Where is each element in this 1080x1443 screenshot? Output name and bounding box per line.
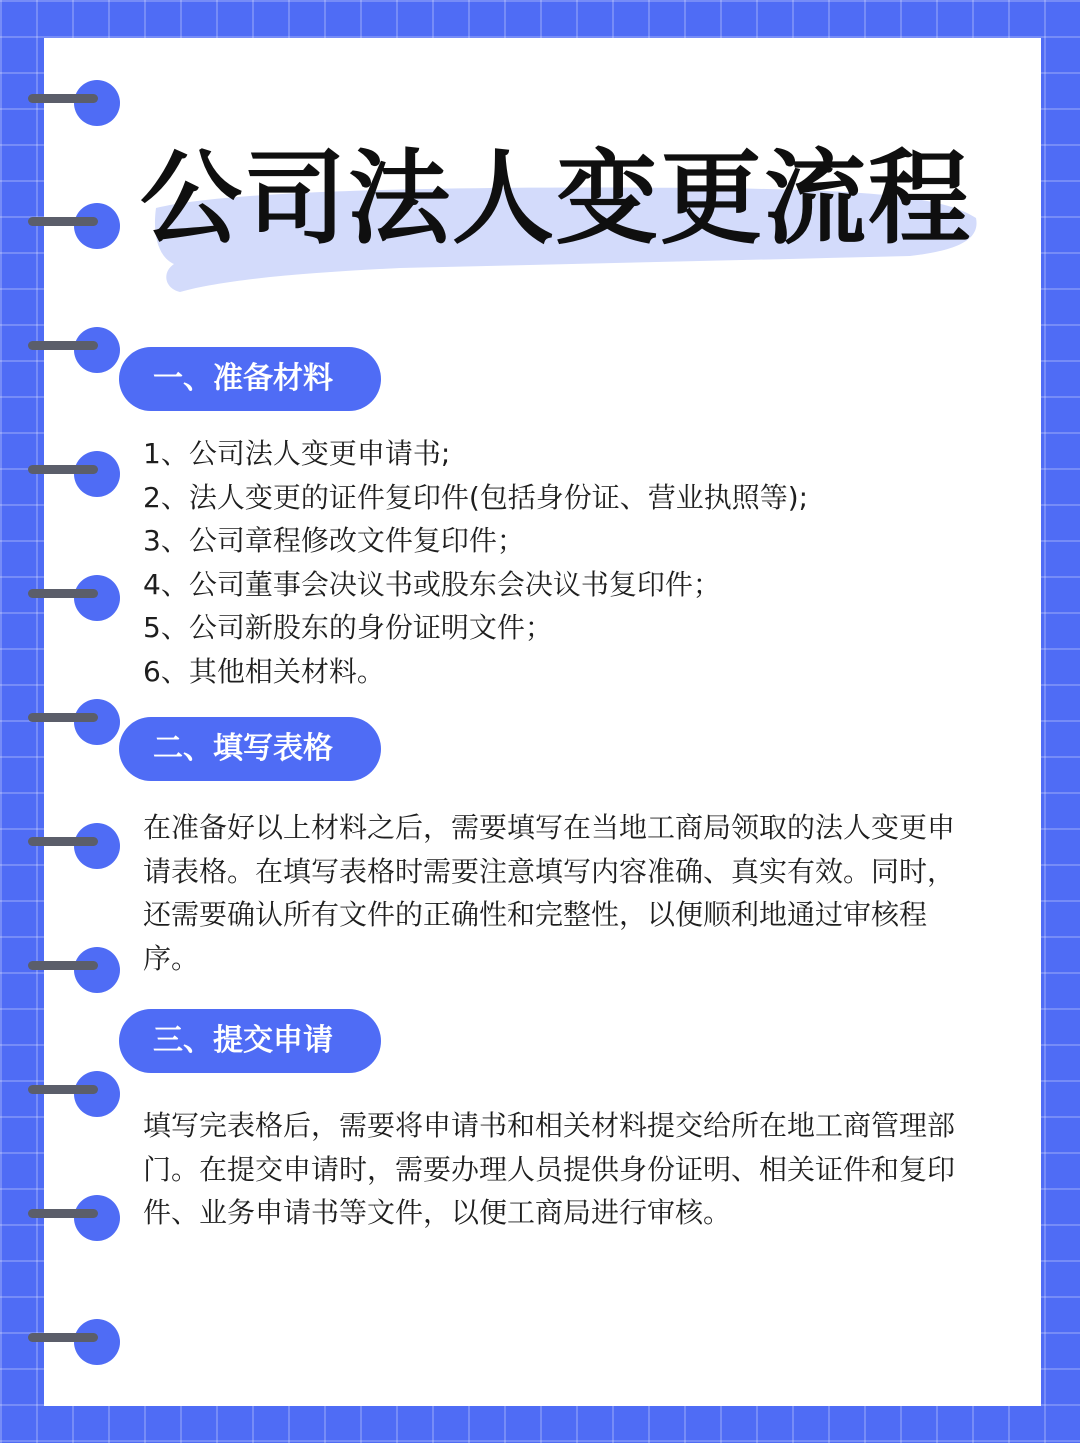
binding-hole	[74, 699, 120, 745]
binding-wire	[28, 217, 98, 226]
list-item: 1、公司法人变更申请书;	[143, 437, 451, 470]
binding-hole	[74, 1071, 120, 1117]
binding-ring	[28, 80, 120, 124]
binding-wire	[28, 589, 98, 598]
section-heading-fill-form: 二、填写表格	[119, 717, 381, 781]
section-heading-submit: 三、提交申请	[119, 1009, 381, 1073]
binding-wire	[28, 1333, 98, 1342]
binding-hole	[74, 1319, 120, 1365]
binding-wire	[28, 837, 98, 846]
title-block	[140, 140, 990, 310]
list-item: 2、法人变更的证件复印件(包括身份证、营业执照等);	[143, 480, 809, 514]
binding-hole	[74, 327, 120, 373]
binding-ring	[28, 699, 120, 743]
binding-hole	[74, 203, 120, 249]
list-item: 5、公司新股东的身份证明文件；	[143, 611, 553, 644]
binding-ring	[28, 1195, 120, 1239]
binding-ring	[28, 823, 120, 867]
binding-hole	[74, 80, 120, 126]
binding-wire	[28, 1209, 98, 1218]
binding-wire	[28, 94, 98, 103]
binding-hole	[74, 575, 120, 621]
list-item: 3、公司章程修改文件复印件；	[143, 524, 525, 557]
binding-wire	[28, 1085, 98, 1094]
binding-wire	[28, 961, 98, 970]
list-item: 6、其他相关材料。	[143, 654, 385, 688]
binding-hole	[74, 947, 120, 993]
binding-wire	[28, 465, 98, 474]
list-item: 4、公司董事会决议书或股东会决议书复印件；	[143, 567, 721, 601]
binding-hole	[74, 1195, 120, 1241]
binding-ring	[28, 947, 120, 991]
binding-ring	[28, 451, 120, 495]
binding-wire	[28, 341, 98, 350]
fill-form-paragraph: 在准备好以上材料之后，需要填写在当地工商局领取的法人变更申请表格。在填写表格时需要注意填写内容准确、真实有效。同时，还需要确认所有文件的正确性和完整性，以便顺利地通过审核程序。	[143, 811, 956, 975]
page-title: 公司法人变更流程	[140, 140, 972, 259]
binding-ring	[28, 327, 120, 371]
materials-list	[143, 432, 983, 693]
binding-ring	[28, 203, 120, 247]
section-heading-materials: 一、准备材料	[119, 347, 381, 411]
binding-ring	[28, 575, 120, 619]
submit-paragraph: 填写完表格后，需要将申请书和相关材料提交给所在地工商管理部门。在提交申请时，需要办理人员提供身份证明、相关证件和复印件、业务申请书等文件，以便工商局进行审核。	[143, 1109, 956, 1229]
binding-hole	[74, 451, 120, 497]
binding-ring	[28, 1071, 120, 1115]
binding-ring	[28, 1319, 120, 1363]
binding-hole	[74, 823, 120, 869]
binding-wire	[28, 713, 98, 722]
